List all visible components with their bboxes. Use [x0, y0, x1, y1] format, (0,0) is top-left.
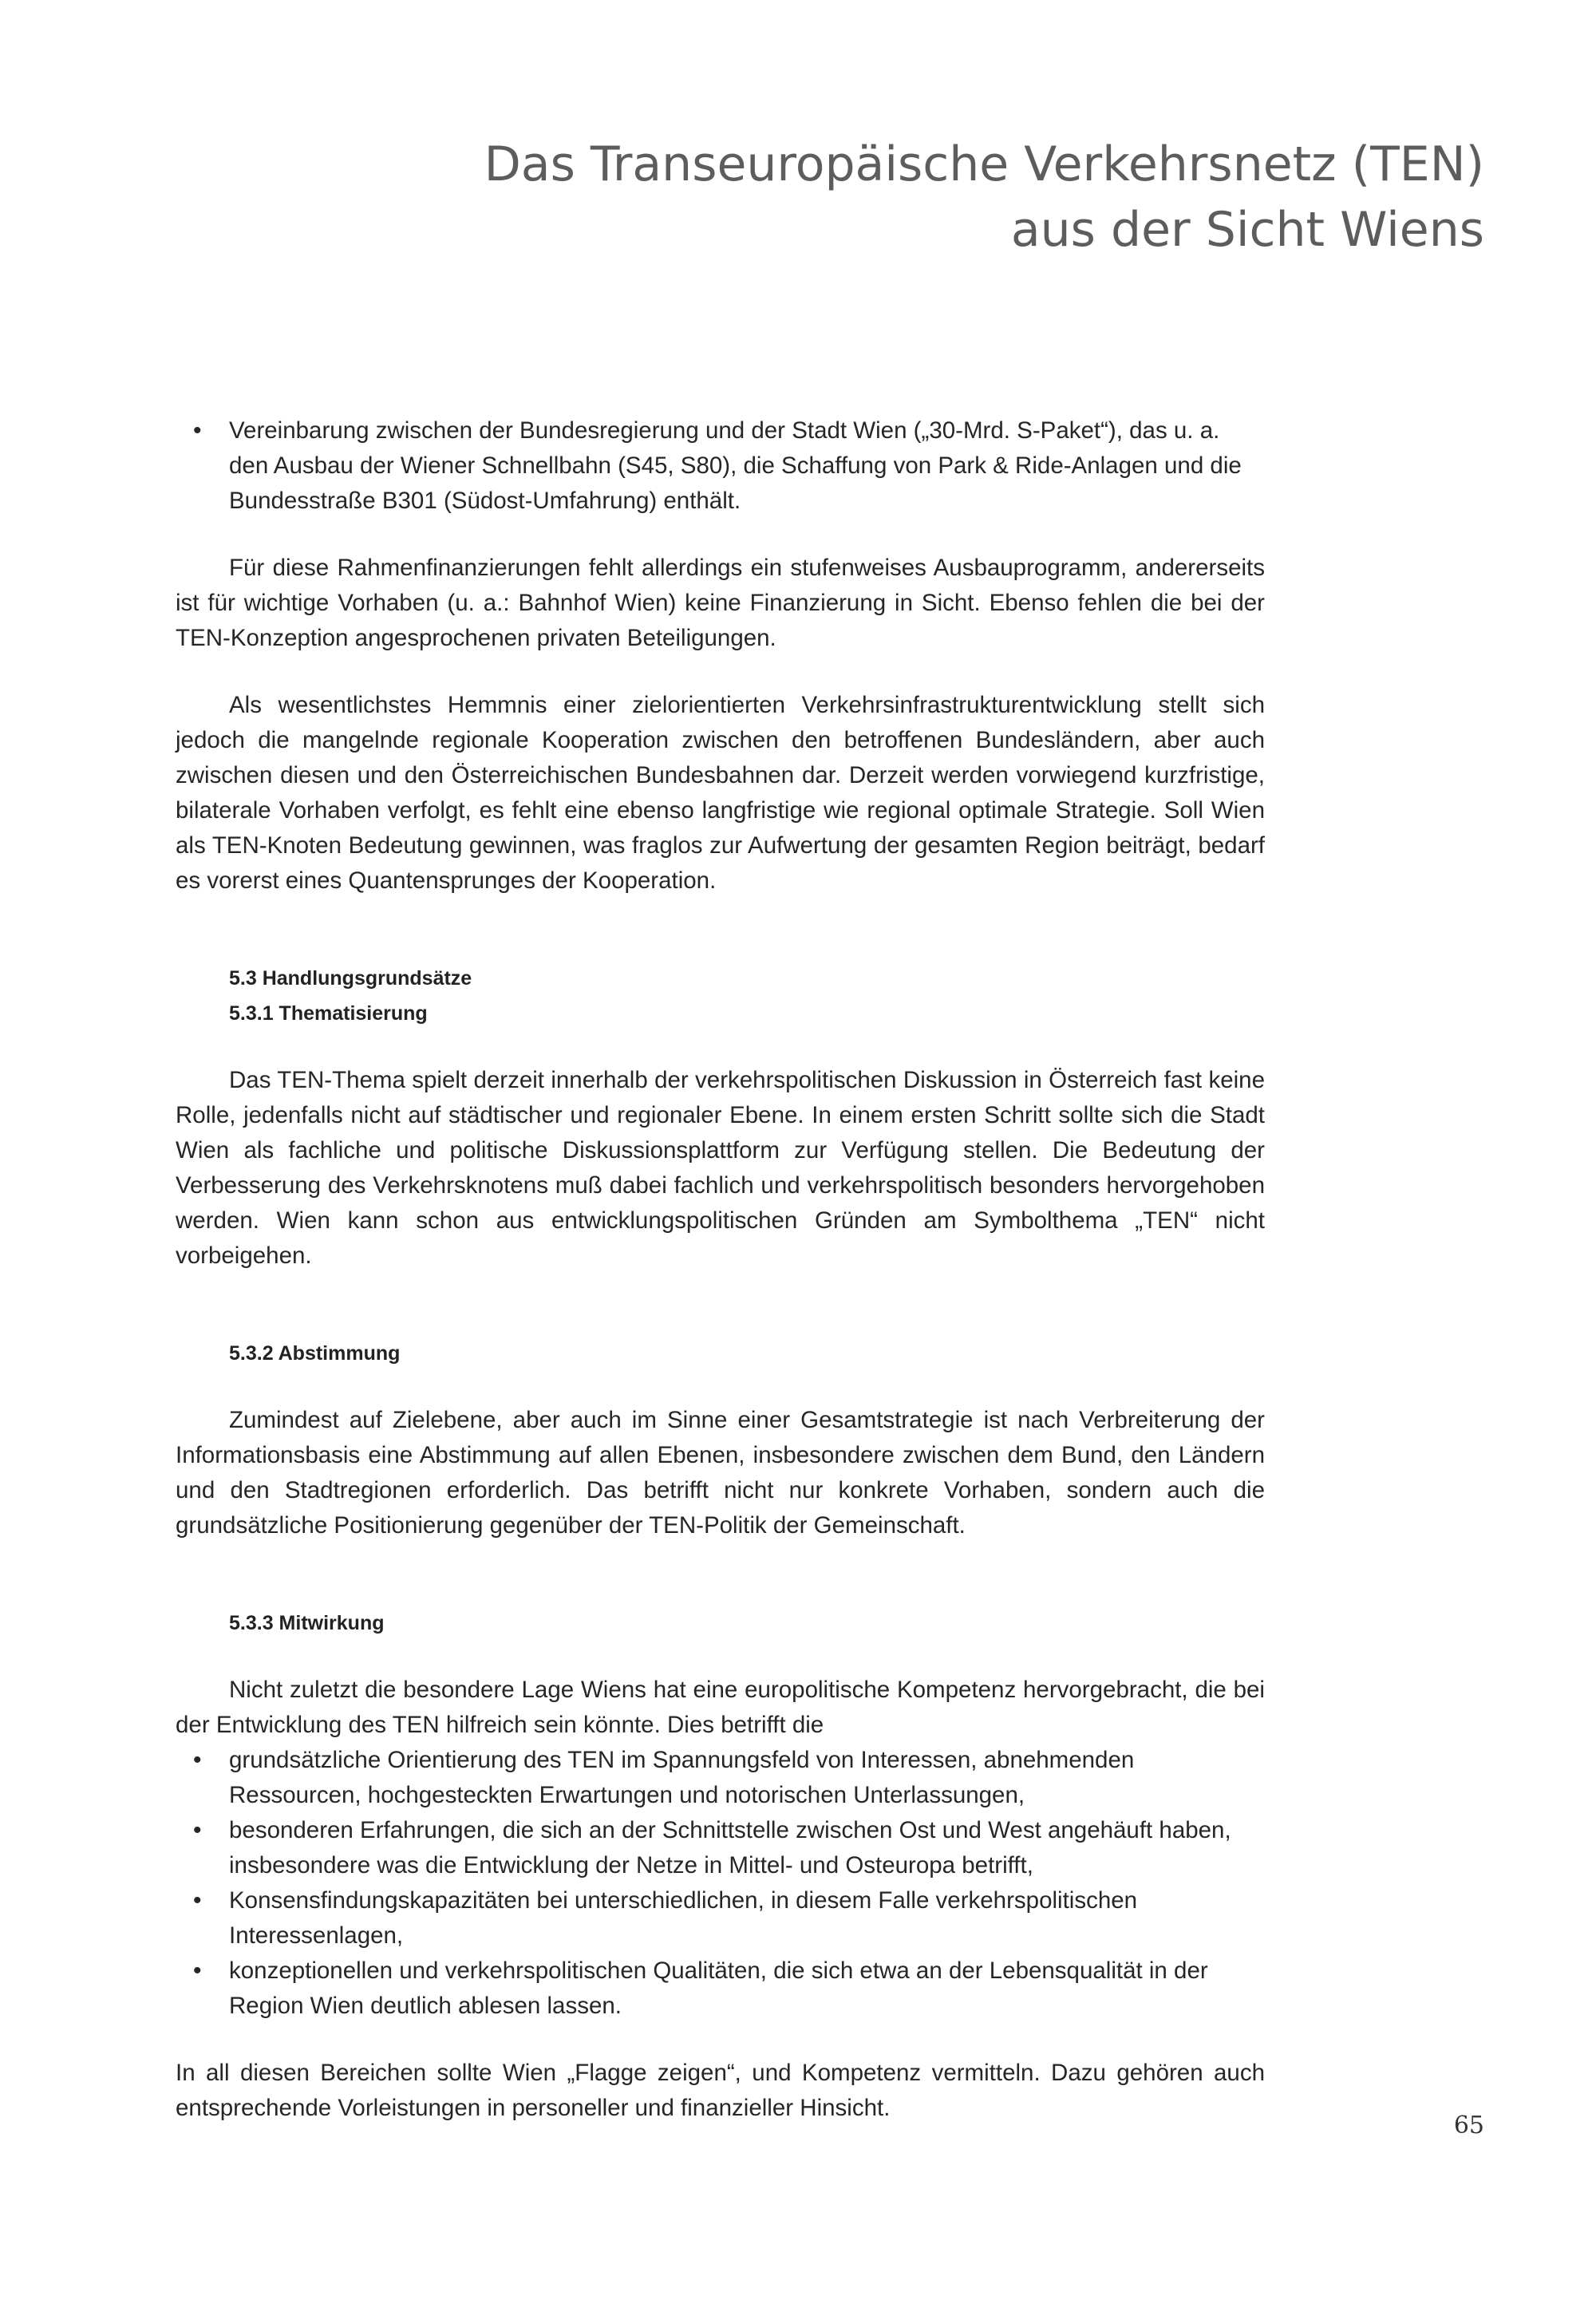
- paragraph-closing: In all diesen Bereichen sollte Wien „Flagge zeigen“, und Kompetenz vermitteln. Dazu gehören auch entsprechende Vorleistungen in personeller und finanzieller Hinsicht.: [176, 2060, 1265, 2121]
- page-number: 65: [1453, 2112, 1484, 2139]
- heading-5-3: 5.3 Handlungsgrundsätze: [229, 967, 472, 990]
- paragraph-thematisierung: Das TEN-Thema spielt derzeit innerhalb der verkehrspolitischen Diskussion in Österreich fast keine Rolle, jedenfalls nicht auf städtischer und regionaler Ebene. In einem ersten Schritt sollte sich die Stadt Wien als fachliche und politische Diskussionsplattform zur Verfügung stellen. Die Bedeutung der Verbesserung des Verkehrsknotens muß dabei fachlich und verkehrspolitisch besonders hervorgehoben werden. Wien kann schon aus entwicklungspolitischen Gründen am Symbolthema „TEN“ nicht vorbeigehen.: [176, 1067, 1265, 1269]
- page-title-line-1: Das Transeuropäische Verkehrsnetz (TEN): [484, 136, 1484, 192]
- paragraph-financing: Für diese Rahmenfinanzierungen fehlt allerdings ein stufenweises Ausbauprogramm, andererseits ist für wichtige Vorhaben (u. a.: Bahnhof Wien) keine Finanzierung in Sicht. Ebenso fehlen die bei der TEN-Konzeption angesprochenen privaten Beteiligungen.: [176, 555, 1265, 651]
- heading-5-3-1: 5.3.1 Thematisierung: [229, 1002, 428, 1025]
- list-item: • grundsätzliche Orientierung des TEN im Spannungsfeld von Interessen, abnehmenden Ressourcen, hochgesteckten Erwartungen und notorischen Unterlassungen,: [176, 1743, 1265, 1813]
- list-item: • besonderen Erfahrungen, die sich an der Schnittstelle zwischen Ost und West angehäuft haben, insbesondere was die Entwicklung der Netze in Mittel- und Osteuropa betrifft,: [176, 1813, 1265, 1883]
- paragraph-abstimmung: Zumindest auf Zielebene, aber auch im Sinne einer Gesamtstrategie ist nach Verbreiterung der Informationsbasis eine Abstimmung auf allen Ebenen, insbesondere zwischen dem Bund, den Ländern und den Stadtregionen erforderlich. Das betrifft nicht nur konkrete Vorhaben, sondern auch die grundsätzliche Positionierung gegenüber der TEN-Politik der Gemeinschaft.: [176, 1407, 1265, 1539]
- paragraph-cooperation: Als wesentlichstes Hemmnis einer zielorientierten Verkehrsinfrastrukturentwicklung stellt sich jedoch die mangelnde regionale Kooperation zwischen den betroffenen Bundesländern, aber auch zwischen diesen und den Österreichischen Bundesbahnen dar. Derzeit werden vorwiegend kurzfristige, bilaterale Vorhaben verfolgt, es fehlt eine ebenso langfristige wie regional optimale Strategie. Soll Wien als TEN-Knoten Bedeutung gewinnen, was fraglos zur Aufwertung der gesamten Region beiträgt, bedarf es vorerst eines Quantensprunges der Kooperation.: [176, 692, 1265, 894]
- list-item: • konzeptionellen und verkehrspolitischen Qualitäten, die sich etwa an der Lebensqualität in der Region Wien deutlich ablesen lassen.: [176, 1954, 1265, 2024]
- paragraph-mitwirkung: Nicht zuletzt die besondere Lage Wiens hat eine europolitische Kompetenz hervorgebracht, die bei der Entwicklung des TEN hilfreich sein könnte. Dies betrifft die: [176, 1677, 1265, 1738]
- body-text: [176, 413, 1265, 2126]
- page-title-line-2: aus der Sicht Wiens: [1010, 202, 1484, 258]
- heading-5-3-3: 5.3.3 Mitwirkung: [229, 1612, 385, 1634]
- intro-bullet-list: [176, 413, 1265, 519]
- list-item: • Konsensfindungskapazitäten bei unterschiedlichen, in diesem Falle verkehrspolitischen Interessenlagen,: [176, 1883, 1265, 1954]
- page-title: [367, 132, 1484, 263]
- heading-5-3-2: 5.3.2 Abstimmung: [229, 1342, 401, 1365]
- intro-bullet-item: • Vereinbarung zwischen der Bundesregierung und der Stadt Wien („30-Mrd. S-Paket“), das u. a. den Ausbau der Wiener Schnellbahn (S45, S80), die Schaffung von Park & Ride-Anlagen und die Bundesstraße B301 (Südost-Umfahrung) enthält.: [176, 413, 1265, 519]
- mitwirkung-bullet-list: [176, 1743, 1265, 2024]
